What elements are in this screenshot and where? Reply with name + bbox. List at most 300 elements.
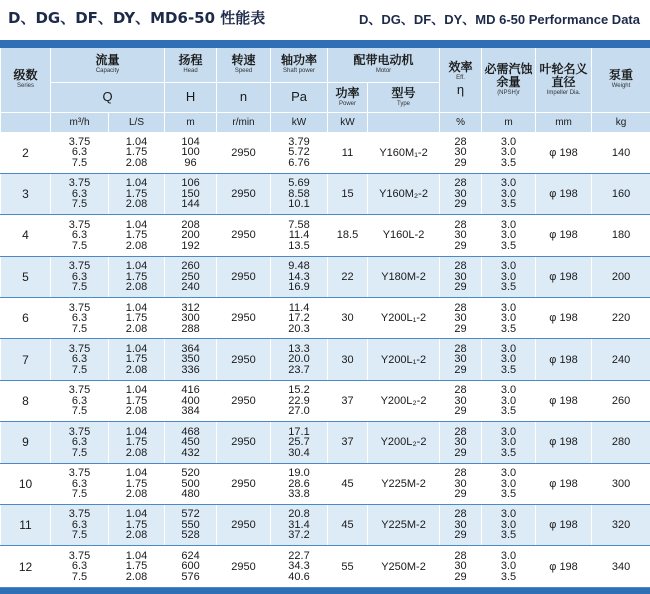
cell-capacity-ls bbox=[109, 505, 165, 546]
cell-value: 1.04 bbox=[125, 508, 148, 521]
cell-impeller: φ 198 bbox=[536, 380, 592, 421]
cell-value: 17.2 bbox=[288, 312, 310, 324]
cell-value: 2.08 bbox=[125, 156, 148, 169]
cell-head bbox=[165, 132, 217, 173]
cell-value: 30 bbox=[454, 560, 467, 573]
cell-value: 28 bbox=[454, 384, 467, 397]
cell-value: 3.0 bbox=[500, 477, 517, 490]
cell-series: 3 bbox=[1, 173, 51, 214]
unit-weight: kg bbox=[592, 112, 650, 132]
cell-value: 250 bbox=[181, 270, 200, 283]
unit-shaft-power: kW bbox=[271, 112, 328, 132]
cell-npsh bbox=[482, 505, 536, 546]
cell-value: 240 bbox=[181, 281, 200, 294]
cell-efficiency bbox=[440, 422, 482, 463]
cell-value: 2.08 bbox=[125, 198, 148, 211]
cell-capacity-m3h bbox=[51, 132, 109, 173]
header-shaft-sym: Pa bbox=[271, 82, 328, 112]
cell-value: 7.5 bbox=[71, 156, 88, 169]
cell-impeller: φ 198 bbox=[536, 132, 592, 173]
cell-speed: 2950 bbox=[217, 380, 271, 421]
cell-motor-power: 37 bbox=[328, 422, 368, 463]
cell-npsh bbox=[482, 298, 536, 339]
cell-value: 16.9 bbox=[288, 281, 310, 294]
cell-value: 9.48 bbox=[288, 260, 310, 273]
cell-motor-type: Y180M-2 bbox=[368, 256, 440, 297]
cell-shaft-power bbox=[271, 256, 328, 297]
cell-value: 3.75 bbox=[68, 177, 91, 190]
cell-value: 3.0 bbox=[500, 467, 517, 480]
cell-value: 1.04 bbox=[125, 425, 148, 438]
cell-value: 1.04 bbox=[125, 342, 148, 355]
title-bar bbox=[0, 0, 650, 34]
cell-motor-type: Y225M-2 bbox=[368, 463, 440, 504]
cell-capacity-ls bbox=[109, 256, 165, 297]
cell-value: 6.3 bbox=[71, 353, 88, 366]
cell-motor-power: 37 bbox=[328, 380, 368, 421]
cell-efficiency bbox=[440, 173, 482, 214]
performance-table bbox=[0, 48, 650, 588]
cell-value: 30 bbox=[454, 353, 467, 366]
cell-shaft-power bbox=[271, 380, 328, 421]
cell-npsh bbox=[482, 173, 536, 214]
cell-shaft-power bbox=[271, 215, 328, 256]
cell-efficiency bbox=[440, 215, 482, 256]
cell-value: 2.08 bbox=[125, 446, 148, 459]
cell-speed: 2950 bbox=[217, 215, 271, 256]
header-head: 扬程 Head bbox=[165, 48, 217, 82]
cell-npsh bbox=[482, 463, 536, 504]
cell-motor-power: 18.5 bbox=[328, 215, 368, 256]
cell-efficiency bbox=[440, 256, 482, 297]
cell-value: 30 bbox=[454, 270, 467, 283]
cell-value: 3.75 bbox=[68, 218, 91, 231]
cell-value: 3.0 bbox=[500, 270, 517, 283]
cell-series: 8 bbox=[1, 380, 51, 421]
cell-value: 3.79 bbox=[288, 135, 310, 148]
cell-value: 7.58 bbox=[288, 218, 310, 231]
cell-value: 528 bbox=[181, 529, 200, 542]
page-title-en: D、DG、DF、DY、MD 6-50 Performance Data bbox=[358, 12, 640, 27]
cell-value: 480 bbox=[181, 488, 200, 501]
cell-npsh bbox=[482, 215, 536, 256]
cell-value: 6.3 bbox=[71, 518, 88, 531]
cell-speed: 2950 bbox=[217, 505, 271, 546]
cell-value: 11.4 bbox=[288, 301, 310, 314]
cell-value: 200 bbox=[181, 229, 200, 242]
cell-capacity-ls bbox=[109, 463, 165, 504]
cell-capacity-ls bbox=[109, 173, 165, 214]
cell-value: 30 bbox=[454, 477, 467, 490]
cell-value: 1.04 bbox=[125, 384, 148, 397]
cell-value: 3.0 bbox=[500, 177, 517, 190]
cell-value: 29 bbox=[454, 488, 467, 501]
cell-value: 260 bbox=[181, 260, 200, 273]
cell-shaft-power bbox=[271, 132, 328, 173]
cell-value: 3.0 bbox=[500, 549, 517, 562]
table-row bbox=[1, 546, 650, 587]
cell-motor-type: Y200L₂-2 bbox=[368, 380, 440, 421]
cell-value: 3.0 bbox=[500, 384, 517, 397]
cell-value: 468 bbox=[181, 425, 200, 438]
cell-npsh bbox=[482, 339, 536, 380]
cell-capacity-ls bbox=[109, 339, 165, 380]
cell-value: 3.75 bbox=[68, 260, 91, 273]
cell-head bbox=[165, 463, 217, 504]
cell-value: 6.3 bbox=[71, 394, 88, 407]
cell-value: 3.5 bbox=[500, 529, 517, 542]
cell-value: 3.0 bbox=[500, 146, 517, 159]
cell-value: 29 bbox=[454, 529, 467, 542]
cell-value: 29 bbox=[454, 570, 467, 583]
cell-head bbox=[165, 339, 217, 380]
cell-npsh bbox=[482, 546, 536, 587]
cell-value: 1.75 bbox=[125, 146, 148, 159]
cell-value: 6.3 bbox=[71, 477, 88, 490]
cell-npsh bbox=[482, 256, 536, 297]
unit-series bbox=[1, 112, 51, 132]
cell-motor-type: Y160M₁-2 bbox=[368, 132, 440, 173]
header-speed: 转速 Speed bbox=[217, 48, 271, 82]
cell-value: 5.69 bbox=[288, 177, 310, 190]
cell-value: 7.5 bbox=[71, 363, 88, 376]
cell-shaft-power bbox=[271, 463, 328, 504]
cell-value: 28.6 bbox=[288, 477, 310, 490]
cell-value: 1.04 bbox=[125, 177, 148, 190]
cell-value: 30.4 bbox=[288, 446, 310, 459]
cell-value: 3.0 bbox=[500, 560, 517, 573]
cell-value: 28 bbox=[454, 218, 467, 231]
cell-weight: 260 bbox=[592, 380, 650, 421]
cell-motor-type: Y225M-2 bbox=[368, 505, 440, 546]
cell-value: 1.75 bbox=[125, 187, 148, 200]
cell-value: 22.9 bbox=[288, 394, 310, 407]
cell-value: 3.0 bbox=[500, 218, 517, 231]
cell-value: 572 bbox=[181, 508, 200, 521]
cell-shaft-power bbox=[271, 339, 328, 380]
cell-value: 7.5 bbox=[71, 405, 88, 418]
table-body bbox=[1, 132, 650, 587]
cell-value: 3.5 bbox=[500, 488, 517, 501]
cell-value: 384 bbox=[181, 405, 200, 418]
cell-value: 192 bbox=[181, 239, 200, 252]
cell-value: 37.2 bbox=[288, 529, 310, 542]
cell-value: 29 bbox=[454, 405, 467, 418]
header-motor: 配带电动机 Motor bbox=[328, 48, 440, 82]
unit-eff: % bbox=[440, 112, 482, 132]
cell-value: 1.04 bbox=[125, 301, 148, 314]
cell-value: 3.0 bbox=[500, 135, 517, 148]
cell-value: 300 bbox=[181, 312, 200, 324]
cell-value: 28 bbox=[454, 342, 467, 355]
cell-shaft-power bbox=[271, 505, 328, 546]
cell-value: 3.75 bbox=[68, 342, 91, 355]
cell-impeller: φ 198 bbox=[536, 339, 592, 380]
page-title-cn: D、DG、DF、DY、MD6-50 性能表 bbox=[8, 9, 266, 27]
cell-head bbox=[165, 380, 217, 421]
cell-speed: 2950 bbox=[217, 298, 271, 339]
cell-value: 31.4 bbox=[288, 518, 310, 531]
table-row bbox=[1, 505, 650, 546]
cell-motor-type: Y200L₁-2 bbox=[368, 298, 440, 339]
cell-series: 11 bbox=[1, 505, 51, 546]
cell-value: 23.7 bbox=[288, 363, 310, 376]
cell-impeller: φ 198 bbox=[536, 505, 592, 546]
unit-power: kW bbox=[328, 112, 368, 132]
cell-shaft-power bbox=[271, 173, 328, 214]
cell-npsh bbox=[482, 422, 536, 463]
cell-value: 416 bbox=[181, 384, 200, 397]
cell-value: 29 bbox=[454, 239, 467, 252]
cell-motor-power: 15 bbox=[328, 173, 368, 214]
unit-type bbox=[368, 112, 440, 132]
cell-value: 104 bbox=[181, 135, 200, 148]
cell-value: 8.58 bbox=[288, 187, 310, 200]
cell-value: 7.5 bbox=[71, 281, 88, 294]
cell-value: 19.0 bbox=[288, 467, 310, 480]
cell-value: 3.75 bbox=[68, 549, 91, 562]
cell-value: 520 bbox=[181, 467, 200, 480]
cell-value: 29 bbox=[454, 156, 467, 169]
cell-value: 3.0 bbox=[500, 229, 517, 242]
cell-value: 28 bbox=[454, 177, 467, 190]
cell-npsh bbox=[482, 132, 536, 173]
cell-head bbox=[165, 422, 217, 463]
cell-motor-power: 11 bbox=[328, 132, 368, 173]
cell-value: 1.04 bbox=[125, 467, 148, 480]
cell-value: 7.5 bbox=[71, 446, 88, 459]
cell-series: 5 bbox=[1, 256, 51, 297]
header-capacity: 流量 Capacity bbox=[51, 48, 165, 82]
cell-value: 450 bbox=[181, 436, 200, 449]
cell-efficiency bbox=[440, 463, 482, 504]
cell-speed: 2950 bbox=[217, 422, 271, 463]
cell-impeller: φ 198 bbox=[536, 298, 592, 339]
cell-value: 22.7 bbox=[288, 549, 310, 562]
header-capacity-sym: Q bbox=[51, 82, 165, 112]
cell-efficiency bbox=[440, 546, 482, 587]
cell-value: 30 bbox=[454, 518, 467, 531]
cell-value: 17.1 bbox=[288, 425, 310, 438]
cell-value: 2.08 bbox=[125, 363, 148, 376]
header-series: 级数 Series bbox=[1, 48, 51, 112]
cell-value: 3.0 bbox=[500, 342, 517, 355]
cell-value: 1.04 bbox=[125, 218, 148, 231]
table-row bbox=[1, 463, 650, 504]
cell-speed: 2950 bbox=[217, 463, 271, 504]
cell-value: 29 bbox=[454, 322, 467, 335]
header-type: 型号 Type bbox=[368, 82, 440, 112]
cell-value: 3.5 bbox=[500, 156, 517, 169]
cell-motor-type: Y200L₁-2 bbox=[368, 339, 440, 380]
cell-series: 12 bbox=[1, 546, 51, 587]
cell-motor-type: Y160M₂-2 bbox=[368, 173, 440, 214]
cell-value: 27.0 bbox=[288, 405, 310, 418]
cell-capacity-m3h bbox=[51, 215, 109, 256]
cell-value: 3.5 bbox=[500, 322, 517, 335]
cell-value: 2.08 bbox=[125, 405, 148, 418]
unit-npsh: m bbox=[482, 112, 536, 132]
cell-speed: 2950 bbox=[217, 256, 271, 297]
cell-value: 96 bbox=[184, 156, 197, 169]
cell-value: 350 bbox=[181, 353, 200, 366]
cell-value: 7.5 bbox=[71, 239, 88, 252]
cell-value: 20.3 bbox=[288, 322, 310, 335]
cell-value: 7.5 bbox=[71, 570, 88, 583]
cell-value: 28 bbox=[454, 508, 467, 521]
cell-head bbox=[165, 215, 217, 256]
cell-value: 30 bbox=[454, 394, 467, 407]
cell-series: 2 bbox=[1, 132, 51, 173]
cell-speed: 2950 bbox=[217, 132, 271, 173]
cell-value: 3.75 bbox=[68, 301, 91, 314]
cell-efficiency bbox=[440, 505, 482, 546]
cell-value: 3.75 bbox=[68, 467, 91, 480]
table-row bbox=[1, 215, 650, 256]
cell-value: 7.5 bbox=[71, 198, 88, 211]
unit-capacity-ls: L/S bbox=[109, 112, 165, 132]
cell-value: 3.0 bbox=[500, 187, 517, 200]
cell-value: 1.75 bbox=[125, 353, 148, 366]
cell-shaft-power bbox=[271, 546, 328, 587]
cell-value: 6.3 bbox=[71, 270, 88, 283]
table-header bbox=[1, 48, 650, 132]
header-npsh: 必需汽蚀余量 (NPSH)r bbox=[482, 48, 536, 112]
cell-value: 1.75 bbox=[125, 229, 148, 242]
cell-speed: 2950 bbox=[217, 173, 271, 214]
cell-value: 3.5 bbox=[500, 570, 517, 583]
cell-capacity-ls bbox=[109, 132, 165, 173]
cell-value: 1.75 bbox=[125, 518, 148, 531]
cell-value: 500 bbox=[181, 477, 200, 490]
header-shaft-power: 轴功率 Shaft power bbox=[271, 48, 328, 82]
cell-value: 2.08 bbox=[125, 488, 148, 501]
cell-value: 550 bbox=[181, 518, 200, 531]
cell-value: 1.04 bbox=[125, 549, 148, 562]
cell-value: 6.3 bbox=[71, 229, 88, 242]
cell-motor-type: Y250M-2 bbox=[368, 546, 440, 587]
cell-value: 10.1 bbox=[288, 198, 310, 211]
cell-capacity-ls bbox=[109, 298, 165, 339]
cell-value: 5.72 bbox=[288, 146, 310, 159]
cell-impeller: φ 198 bbox=[536, 546, 592, 587]
cell-value: 336 bbox=[181, 363, 200, 376]
cell-head bbox=[165, 173, 217, 214]
cell-value: 3.5 bbox=[500, 446, 517, 459]
cell-value: 29 bbox=[454, 363, 467, 376]
cell-value: 3.75 bbox=[68, 425, 91, 438]
cell-motor-power: 22 bbox=[328, 256, 368, 297]
cell-value: 28 bbox=[454, 135, 467, 148]
cell-motor-type: Y200L₂-2 bbox=[368, 422, 440, 463]
cell-value: 7.5 bbox=[71, 529, 88, 542]
cell-motor-power: 45 bbox=[328, 505, 368, 546]
unit-capacity-m3h: m³/h bbox=[51, 112, 109, 132]
cell-capacity-ls bbox=[109, 546, 165, 587]
cell-value: 2.08 bbox=[125, 570, 148, 583]
cell-value: 3.0 bbox=[500, 425, 517, 438]
cell-value: 14.3 bbox=[288, 270, 310, 283]
cell-value: 3.0 bbox=[500, 436, 517, 449]
cell-series: 6 bbox=[1, 298, 51, 339]
cell-weight: 340 bbox=[592, 546, 650, 587]
cell-capacity-m3h bbox=[51, 380, 109, 421]
cell-value: 400 bbox=[181, 394, 200, 407]
cell-head bbox=[165, 505, 217, 546]
cell-head bbox=[165, 546, 217, 587]
cell-value: 624 bbox=[181, 549, 200, 562]
header-eff: 效率 Eff. η bbox=[440, 48, 482, 112]
cell-value: 3.75 bbox=[68, 384, 91, 397]
cell-capacity-ls bbox=[109, 422, 165, 463]
cell-weight: 300 bbox=[592, 463, 650, 504]
cell-value: 29 bbox=[454, 446, 467, 459]
cell-value: 3.0 bbox=[500, 353, 517, 366]
cell-value: 3.0 bbox=[500, 312, 517, 324]
cell-head bbox=[165, 256, 217, 297]
cell-value: 30 bbox=[454, 187, 467, 200]
cell-value: 33.8 bbox=[288, 488, 310, 501]
cell-impeller: φ 198 bbox=[536, 422, 592, 463]
cell-value: 1.75 bbox=[125, 436, 148, 449]
cell-value: 20.0 bbox=[288, 353, 310, 366]
cell-value: 1.75 bbox=[125, 394, 148, 407]
header-weight: 泵重 Weight bbox=[592, 48, 650, 112]
cell-value: 6.3 bbox=[71, 560, 88, 573]
unit-impeller: mm bbox=[536, 112, 592, 132]
cell-npsh bbox=[482, 380, 536, 421]
cell-series: 10 bbox=[1, 463, 51, 504]
cell-capacity-ls bbox=[109, 380, 165, 421]
cell-capacity-m3h bbox=[51, 463, 109, 504]
cell-value: 7.5 bbox=[71, 322, 88, 335]
table-row bbox=[1, 339, 650, 380]
cell-value: 13.5 bbox=[288, 239, 310, 252]
cell-value: 15.2 bbox=[288, 384, 310, 397]
cell-value: 3.0 bbox=[500, 394, 517, 407]
cell-value: 1.75 bbox=[125, 312, 148, 324]
header-impeller: 叶轮名义直径 Impeller Dia. bbox=[536, 48, 592, 112]
bottom-divider bbox=[0, 588, 650, 594]
cell-value: 25.7 bbox=[288, 436, 310, 449]
table-row bbox=[1, 298, 650, 339]
cell-capacity-m3h bbox=[51, 298, 109, 339]
cell-value: 28 bbox=[454, 549, 467, 562]
cell-value: 34.3 bbox=[288, 560, 310, 573]
unit-speed: r/min bbox=[217, 112, 271, 132]
cell-value: 6.76 bbox=[288, 156, 310, 169]
cell-efficiency bbox=[440, 132, 482, 173]
header-head-sym: H bbox=[165, 82, 217, 112]
cell-value: 208 bbox=[181, 218, 200, 231]
cell-value: 2.08 bbox=[125, 529, 148, 542]
cell-capacity-m3h bbox=[51, 256, 109, 297]
cell-series: 7 bbox=[1, 339, 51, 380]
cell-capacity-m3h bbox=[51, 339, 109, 380]
cell-weight: 180 bbox=[592, 215, 650, 256]
cell-value: 3.0 bbox=[500, 518, 517, 531]
cell-impeller: φ 198 bbox=[536, 256, 592, 297]
cell-capacity-m3h bbox=[51, 422, 109, 463]
table-row bbox=[1, 173, 650, 214]
cell-value: 11.4 bbox=[288, 229, 310, 242]
cell-weight: 200 bbox=[592, 256, 650, 297]
cell-weight: 240 bbox=[592, 339, 650, 380]
cell-value: 20.8 bbox=[288, 508, 310, 521]
cell-value: 28 bbox=[454, 301, 467, 314]
cell-efficiency bbox=[440, 298, 482, 339]
header-speed-sym: n bbox=[217, 82, 271, 112]
